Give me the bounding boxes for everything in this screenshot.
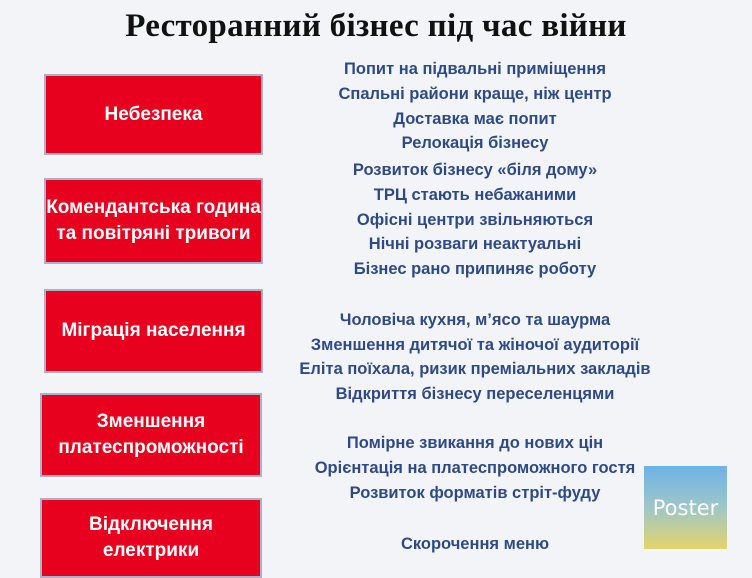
effect-item: Офісні центри звільняються xyxy=(356,211,594,229)
category-label: Міграція населення xyxy=(61,320,246,341)
effect-item: Попит на підвальні приміщення xyxy=(344,60,606,78)
effect-item: Релокація бізнесу xyxy=(401,134,549,152)
effect-item: Еліта поїхала, ризик преміальних закладів xyxy=(299,360,651,378)
effect-item: Розвиток форматів стріт-фуду xyxy=(349,484,601,502)
effect-item: Розвиток бізнесу «біля дому» xyxy=(352,161,598,179)
category-box-migration xyxy=(44,289,263,373)
category-box-solvency xyxy=(40,393,262,477)
category-label: Зменшення платеспроможності xyxy=(58,411,244,458)
effect-item: Бізнес рано припиняє роботу xyxy=(353,260,597,278)
slide-title: Ресторанний бізнес під час війни xyxy=(125,8,627,44)
category-label: Небезпека xyxy=(104,103,203,125)
poster-logo-text: Poster xyxy=(652,495,719,520)
effect-item: Чоловіча кухня, м’ясо та шаурма xyxy=(339,311,611,329)
effect-item: Відкриття бізнесу переселенцями xyxy=(335,385,615,403)
effect-item: Орієнтація на платеспроможного гостя xyxy=(314,459,636,477)
category-label: Відключення електрики xyxy=(88,514,213,561)
effect-item: Скорочення меню xyxy=(400,535,550,553)
effect-item: Спальні райони краще, ніж центр xyxy=(338,85,612,103)
category-box-danger xyxy=(44,74,263,155)
category-box-curfew xyxy=(44,178,263,264)
effect-item: ТРЦ стають небажаними xyxy=(373,186,577,204)
effect-item: Зменшення дитячої та жіночої аудиторії xyxy=(310,336,640,354)
category-box-blackouts xyxy=(40,498,262,578)
effect-item: Нічні розваги неактуальні xyxy=(368,235,582,253)
category-label: Комендантська година та повітряні тривоги xyxy=(46,197,261,244)
poster-logo xyxy=(644,466,727,549)
effect-item: Помірне звикання до нових цін xyxy=(346,434,604,452)
effect-item: Доставка має попит xyxy=(393,110,557,128)
